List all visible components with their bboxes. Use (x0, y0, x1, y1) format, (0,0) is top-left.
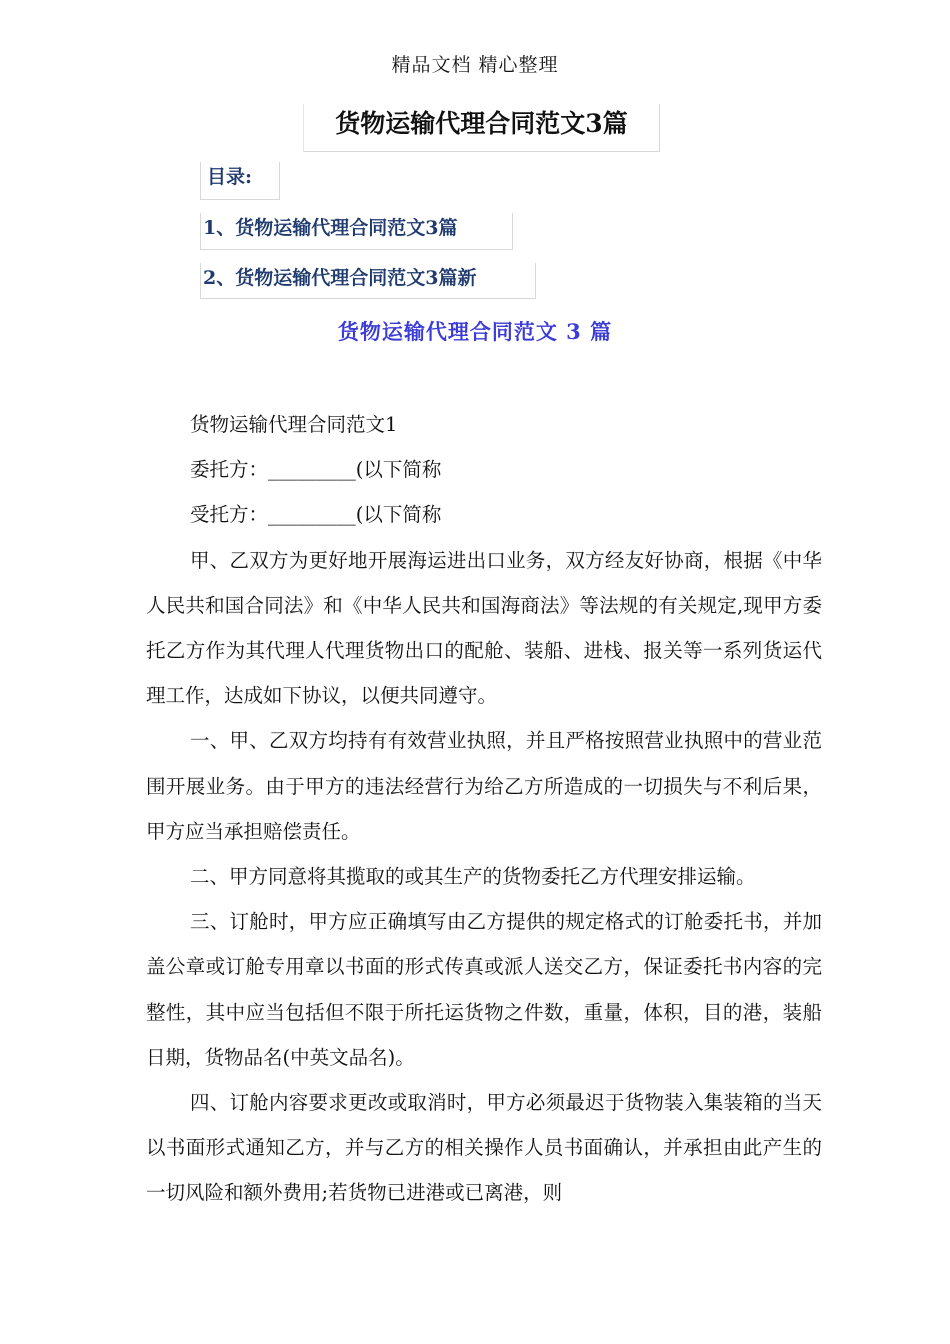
toc-label: 目录: (200, 162, 280, 200)
toc-item-1[interactable]: 1、货物运输代理合同范文3篇 (200, 213, 513, 250)
paragraph-clause-2: 二、甲方同意将其揽取的或其生产的货物委托乙方代理安排运输。 (190, 865, 756, 889)
paragraph-clause-4: 四、订舱内容要求更改或取消时，甲方必须最迟于货物装入集装箱的当天以书面形式通知乙方，并与乙方的相关操作人员书面确认，并承担由此产生的一切风险和额外费用;若货物已进港或已离港，则 (146, 1091, 822, 1205)
toc-item-2[interactable]: 2、货物运输代理合同范文3篇新 (200, 263, 536, 299)
body-text (146, 402, 822, 1216)
paragraph-subtitle: 货物运输代理合同范文1 (190, 413, 398, 436)
section-heading: 货物运输代理合同范文 3 篇 (337, 319, 613, 344)
header-note: 精品文档 精心整理 (391, 54, 559, 76)
paragraph-agent: 受托方：_________(以下简称 (190, 503, 442, 527)
document-title: 货物运输代理合同范文3篇 (303, 104, 660, 152)
paragraph-preamble: 甲、乙双方为更好地开展海运进出口业务，双方经友好协商，根据《中华人民共和国合同法》和《中华人民共和国海商法》等法规的有关规定,现甲方委托乙方作为其代理人代理货物出口的配舱、装船、进栈、报关等一系列货运代理工作，达成如下协议，以便共同遵守。 (146, 548, 822, 708)
paragraph-clause-1: 一、甲、乙双方均持有有效营业执照，并且严格按照营业执照中的营业范围开展业务。由于甲方的违法经营行为给乙方所造成的一切损失与不利后果，甲方应当承担赔偿责任。 (146, 729, 822, 843)
paragraph-client: 委托方：_________(以下简称 (190, 458, 442, 482)
paragraph-clause-3: 三、订舱时，甲方应正确填写由乙方提供的规定格式的订舱委托书，并加盖公章或订舱专用章以书面的形式传真或派人送交乙方，保证委托书内容的完整性，其中应当包括但不限于所托运货物之件数，重量，体积，目的港，装船日期，货物品名(中英文品名)。 (146, 910, 822, 1069)
